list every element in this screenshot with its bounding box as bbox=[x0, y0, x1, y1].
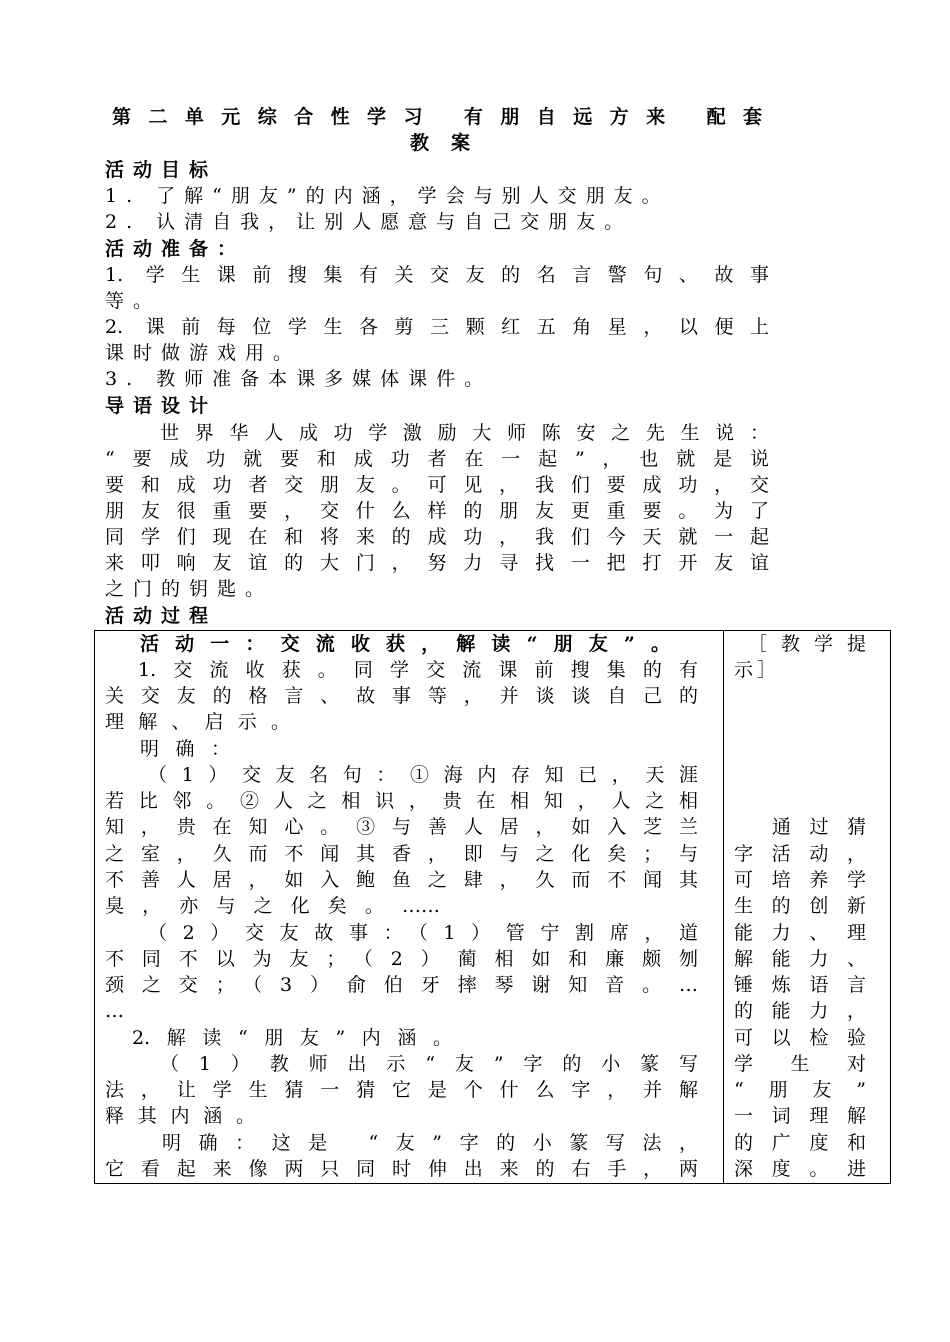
prep-line: 3. 教师准备本课多媒体课件。 bbox=[105, 368, 493, 390]
table-line: 理解、启示。 bbox=[105, 711, 290, 733]
prep-line: 课时做游戏用。 bbox=[105, 342, 302, 364]
page-title: 第二单元综合性学习 有朋自远方来 配套 bbox=[112, 106, 762, 128]
table-line: 明确： bbox=[140, 738, 230, 760]
tip-line: 可以检验 bbox=[734, 1027, 866, 1049]
prep-line: 1. 学生课前搜集有关交友的名言警句、故事 bbox=[105, 264, 769, 286]
table-line: （2）交友故事：（1）管宁割席，道 bbox=[148, 922, 698, 944]
table-line: 释其内涵。 bbox=[105, 1105, 255, 1127]
process-heading: 活动过程 bbox=[105, 605, 218, 627]
tip-line: 的能力， bbox=[734, 1000, 866, 1022]
table-line: 它看起来像两只同时伸出来的右手，两 bbox=[105, 1158, 698, 1180]
goals-heading: 活动目标 bbox=[105, 159, 218, 181]
table-line: 颈之交；（3）俞伯牙摔琴谢知音。… bbox=[105, 974, 698, 996]
table-line: 不同不以为友；（2）蔺相如和廉颇刎 bbox=[105, 948, 698, 970]
tip-line: “朋友” bbox=[734, 1079, 866, 1101]
teaching-tip-label: ［教学提 bbox=[748, 633, 866, 655]
prep-line: 等。 bbox=[105, 290, 162, 312]
tip-line: 一词理解 bbox=[734, 1105, 866, 1127]
intro-line: 之门的钥匙。 bbox=[105, 578, 274, 600]
intro-line: 要和成功者交朋友。可见，我们要成功，交 bbox=[105, 474, 769, 496]
table-line: （1）交友名句：①海内存知已，天涯 bbox=[148, 764, 698, 786]
activity-one-title: 活动一：交流收获，解读“朋友”。 bbox=[140, 633, 670, 655]
teaching-tip-label: 示］ bbox=[734, 659, 776, 681]
table-line: 法，让学生猜一猜它是个什么字，并解 bbox=[105, 1079, 698, 1101]
intro-line: 同学们现在和将来的成功，我们今天就一起 bbox=[105, 526, 769, 548]
tip-line: 通过猜 bbox=[772, 816, 866, 838]
tip-line: 深度。进 bbox=[734, 1158, 866, 1180]
table-line: 明确：这是 “友”字的小篆写法， bbox=[162, 1132, 698, 1154]
table-line: 不善人居，如入鲍鱼之肆，久而不闻其 bbox=[105, 869, 698, 891]
table-line: 1.交流收获。同学交流课前搜集的有 bbox=[138, 659, 698, 681]
tip-line: 能力、理 bbox=[734, 922, 866, 944]
page-title-line2: 教案 bbox=[410, 132, 470, 154]
intro-heading: 导语设计 bbox=[105, 395, 218, 417]
table-line: 2.解读“朋友”内涵。 bbox=[132, 1027, 452, 1049]
tip-line: 生的创新 bbox=[734, 895, 866, 917]
intro-line: 来叩响友谊的大门，努力寻找一把打开友谊 bbox=[105, 552, 769, 574]
intro-line: 世界华人成功学激励大师陈安之先生说： bbox=[160, 422, 769, 444]
table-line: 若比邻。②人之相识，贵在相知，人之相 bbox=[105, 790, 698, 812]
table-line: 关交友的格言、故事等，并谈谈自己的 bbox=[105, 685, 698, 707]
goal-item: 1. 了解“朋友”的内涵，学会与别人交朋友。 bbox=[105, 185, 670, 207]
tip-line: 字活动， bbox=[734, 843, 866, 865]
tip-line: 解能力、 bbox=[734, 948, 866, 970]
table-line: 臭，亦与之化矣。…… bbox=[105, 895, 440, 917]
tip-line: 学 生 对 bbox=[734, 1053, 866, 1075]
prep-line: 2. 课前每位学生各剪三颗红五角星，以便上 bbox=[105, 316, 769, 338]
table-column-divider bbox=[723, 630, 724, 1184]
intro-line: 朋友很重要，交什么样的朋友更重要。为了 bbox=[105, 500, 769, 522]
table-line: （1）教师出示“友”字的小篆写 bbox=[160, 1053, 698, 1075]
prep-heading: 活动准备： bbox=[105, 238, 246, 260]
table-line: … bbox=[105, 1000, 124, 1022]
tip-line: 的广度和 bbox=[734, 1132, 866, 1154]
tip-line: 锤炼语言 bbox=[734, 974, 866, 996]
table-line: 知，贵在知心。③与善人居，如入芝兰 bbox=[105, 816, 698, 838]
table-line: 之室，久而不闻其香，即与之化矣；与 bbox=[105, 843, 698, 865]
goal-item: 2. 认清自我，让别人愿意与自己交朋友。 bbox=[105, 211, 633, 233]
intro-line: “要成功就要和成功者在一起”，也就是说 bbox=[105, 448, 769, 470]
tip-line: 可培养学 bbox=[734, 869, 866, 891]
